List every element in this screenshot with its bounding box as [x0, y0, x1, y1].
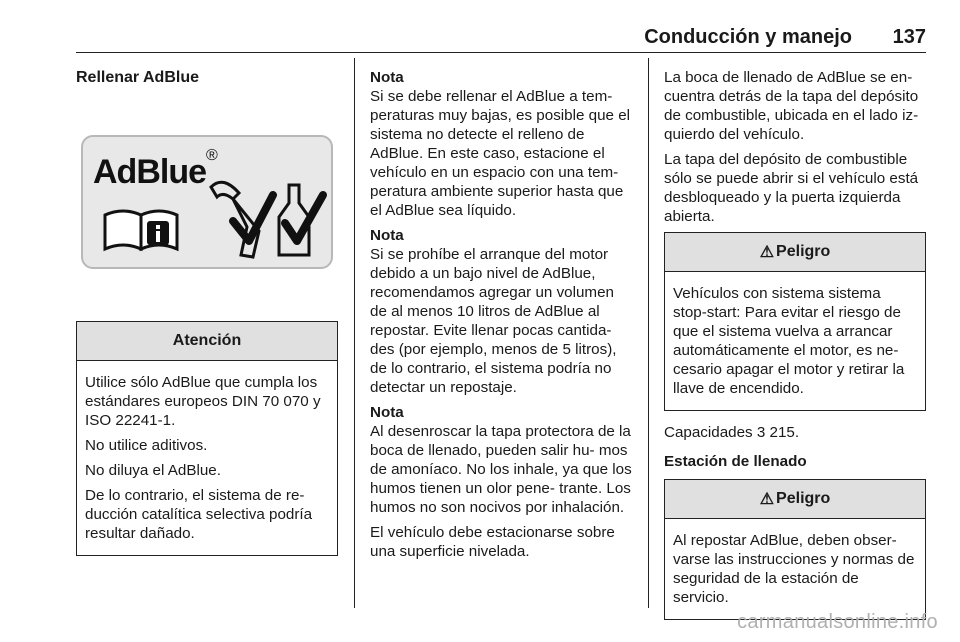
subsection-heading: Estación de llenado: [664, 453, 807, 470]
page-header: [0, 26, 960, 56]
adblue-pictograms: [83, 137, 331, 267]
notice-paragraph: Utilice sólo AdBlue que cumpla los estándares europeos DIN 70 070 y ISO 22241-1.: [85, 374, 321, 429]
note-label: Nota: [370, 227, 404, 244]
adblue-logo: AdBlue®: [93, 147, 217, 191]
notice-title: Atención: [77, 322, 337, 361]
notice-paragraph: Vehículos con sistema sistema stop-start: Para evitar el riesgo de que el sistema vuelva a arrancar automáticamente el motor, es ne- cesario apagar el motor y retirar la llave de encendido.: [673, 285, 905, 397]
column-divider: [354, 58, 355, 608]
note-text: Al desenroscar la tapa protectora de la boca de llenado, pueden salir hu- mos de amoníaco. No los inhale, ya que los humos tienen un olor pene- trante. Los humos no son nocivos por inhalación.: [370, 423, 632, 516]
column-left: [76, 68, 338, 568]
note-text: Si se debe rellenar el AdBlue a tem- peraturas muy bajas, es posible que el sistema no detecte el relleno de AdBlue. En este caso, estacione el vehículo en un espacio con una tem- peratura ambiente superior hasta que el AdBlue sea líquido.: [370, 88, 631, 219]
note-label: Nota: [370, 404, 404, 421]
capacities-reference: Capacidades 3 215.: [664, 424, 800, 441]
manual-book-icon: [105, 211, 177, 249]
notice-paragraph: No utilice aditivos.: [85, 437, 208, 454]
danger-notice: [664, 479, 926, 620]
page-number: 137: [892, 26, 926, 48]
check-mark-icon: [233, 195, 273, 241]
column-middle: [370, 68, 632, 567]
closing-paragraph: El vehículo debe estacionarse sobre una superficie nivelada.: [370, 524, 615, 560]
body-paragraph: La tapa del depósito de combustible sólo se puede abrir si el vehículo está desbloqueado y la puerta izquierda abierta.: [664, 151, 919, 225]
warning-triangle-icon: ⚠: [759, 244, 775, 261]
adblue-illustration: [76, 97, 338, 307]
check-mark-icon: [285, 195, 323, 241]
column-right: [664, 68, 926, 632]
danger-notice: [664, 232, 926, 411]
notice-body: [77, 361, 337, 555]
notice-paragraph: De lo contrario, el sistema de re- ducción catalítica selectiva podría resultar dañado.: [85, 487, 313, 542]
chapter-title: Conducción y manejo: [644, 26, 852, 48]
note-label: Nota: [370, 69, 404, 86]
notice-title: ⚠ Peligro: [665, 233, 925, 272]
section-heading: Rellenar AdBlue: [76, 69, 199, 86]
notice-paragraph: Al repostar AdBlue, deben obser- varse las instrucciones y normas de seguridad de la estación de servicio.: [673, 532, 915, 606]
watermark: carmanualsonline.info: [737, 611, 938, 633]
body-paragraph: La boca de llenado de AdBlue se en- cuentra detrás de la tapa del depósito de combustible, ubicada en el lado iz- quierdo del vehículo.: [664, 69, 919, 143]
notice-title: ⚠ Peligro: [665, 480, 925, 519]
notice-body: [665, 272, 925, 410]
header-rule: [76, 52, 926, 53]
notice-paragraph: No diluya el AdBlue.: [85, 462, 221, 479]
warning-triangle-icon: ⚠: [759, 491, 775, 508]
column-divider: [648, 58, 649, 608]
notice-body: [665, 519, 925, 619]
attention-notice: [76, 321, 338, 556]
note-text: Si se prohíbe el arranque del motor debido a un bajo nivel de AdBlue, recomendamos agregar un volumen de al menos 10 litros de AdBlue al repostar. Evite llenar pocas cantida- des (por ejemplo, menos de 5 litros), de lo contrario, el sistema podría no detectar un repostaje.: [370, 246, 617, 396]
adblue-label-panel: [81, 135, 333, 269]
